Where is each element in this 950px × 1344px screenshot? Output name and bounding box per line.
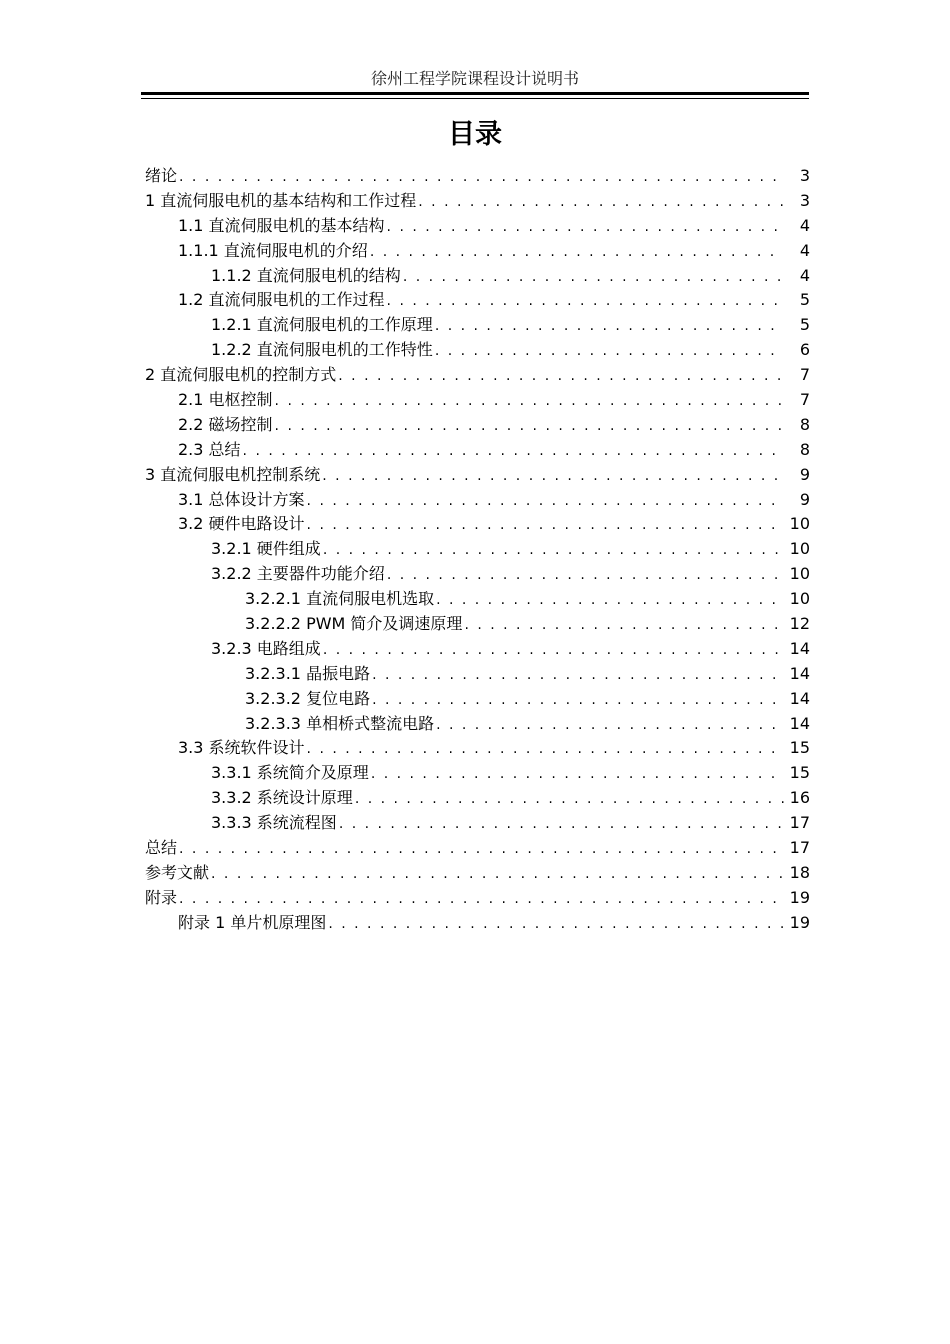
toc-entry-page-number: 6: [799, 340, 810, 360]
toc-dot-leader: [179, 165, 784, 190]
table-of-contents: [145, 164, 810, 936]
toc-entry-page-number: 15: [789, 738, 810, 758]
toc-entry-label: 3.2.2.1 直流伺服电机选取: [245, 589, 435, 609]
toc-dot-leader: [339, 812, 784, 837]
toc-entry[interactable]: [145, 338, 810, 363]
toc-entry-page-number: 17: [789, 813, 810, 833]
toc-entry-label: 绪论: [145, 166, 178, 185]
toc-entry-page-number: 19: [789, 912, 810, 932]
toc-entry-page-number: 16: [789, 788, 810, 808]
toc-entry-label: 1.1.1 直流伺服电机的介绍: [178, 240, 368, 260]
toc-entry-page-number: 15: [789, 763, 810, 783]
toc-entry[interactable]: [145, 811, 810, 836]
toc-entry[interactable]: [145, 662, 810, 687]
toc-entry-page-number: 18: [789, 862, 810, 882]
toc-entry-page-number: 5: [799, 315, 810, 335]
toc-entry-label: 3.3.2 系统设计原理: [211, 788, 353, 808]
toc-entry-label: 3.2.2.2 PWM 简介及调速原理: [245, 614, 463, 634]
toc-entry-label: 附录 1 单片机原理图: [178, 912, 327, 932]
toc-dot-leader: [322, 464, 784, 489]
toc-entry-label: 1.1.2 直流伺服电机的结构: [211, 265, 401, 285]
toc-entry-label: 2.3 总结: [178, 439, 241, 459]
toc-entry-label: 3 直流伺服电机控制系统: [145, 464, 321, 484]
toc-title: 目录: [448, 119, 502, 150]
toc-entry[interactable]: [145, 736, 810, 761]
toc-entry-page-number: 4: [799, 215, 810, 235]
toc-dot-leader: [211, 862, 784, 887]
toc-entry[interactable]: [145, 637, 810, 662]
toc-entry-page-number: 14: [789, 688, 810, 708]
toc-entry-page-number: 3: [799, 190, 810, 210]
toc-entry-label: 3.1 总体设计方案: [178, 489, 305, 509]
toc-entry[interactable]: [145, 911, 810, 936]
toc-dot-leader: [435, 314, 784, 339]
toc-entry[interactable]: [145, 164, 810, 189]
toc-entry[interactable]: [145, 836, 810, 861]
toc-entry-page-number: 8: [799, 414, 810, 434]
toc-dot-leader: [307, 489, 784, 514]
toc-entry-label: 附录: [145, 887, 178, 907]
toc-entry[interactable]: [145, 712, 810, 737]
toc-entry-label: 参考文献: [145, 862, 210, 882]
toc-dot-leader: [387, 563, 784, 588]
toc-entry-label: 3.3.3 系统流程图: [211, 813, 337, 833]
toc-dot-leader: [323, 638, 784, 663]
toc-entry[interactable]: [145, 463, 810, 488]
toc-entry-label: 1.2 直流伺服电机的工作过程: [178, 290, 385, 310]
toc-dot-leader: [328, 912, 784, 937]
toc-entry-page-number: 17: [789, 838, 810, 858]
toc-entry-label: 2.2 磁场控制: [178, 414, 273, 434]
toc-entry[interactable]: [145, 562, 810, 587]
toc-entry[interactable]: [145, 363, 810, 388]
toc-entry-page-number: 9: [799, 489, 810, 509]
toc-dot-leader: [403, 265, 784, 290]
toc-entry-page-number: 4: [799, 240, 810, 260]
toc-entry[interactable]: [145, 388, 810, 413]
toc-entry-page-number: 14: [789, 663, 810, 683]
toc-entry[interactable]: [145, 687, 810, 712]
toc-entry-label: 3.3 系统软件设计: [178, 738, 305, 758]
toc-entry-label: 1.1 直流伺服电机的基本结构: [178, 215, 385, 235]
toc-entry[interactable]: [145, 239, 810, 264]
toc-entry-page-number: 14: [789, 638, 810, 658]
toc-entry[interactable]: [145, 288, 810, 313]
toc-entry[interactable]: [145, 886, 810, 911]
toc-entry-label: 3.3.1 系统简介及原理: [211, 763, 369, 783]
toc-dot-leader: [323, 538, 784, 563]
toc-entry[interactable]: [145, 587, 810, 612]
toc-entry-label: 2 直流伺服电机的控制方式: [145, 365, 337, 385]
toc-entry-label: 3.2.3.1 晶振电路: [245, 663, 371, 683]
toc-dot-leader: [372, 688, 784, 713]
toc-entry-page-number: 7: [799, 390, 810, 410]
toc-dot-leader: [179, 837, 784, 862]
toc-entry-page-number: 19: [789, 887, 810, 907]
header-title: 徐州工程学院课程设计说明书: [370, 69, 579, 88]
toc-dot-leader: [307, 513, 784, 538]
toc-dot-leader: [371, 762, 784, 787]
toc-dot-leader: [436, 588, 784, 613]
toc-entry[interactable]: [145, 189, 810, 214]
toc-entry[interactable]: [145, 612, 810, 637]
toc-entry-page-number: 10: [789, 564, 810, 584]
toc-dot-leader: [355, 787, 784, 812]
toc-dot-leader: [435, 339, 784, 364]
toc-entry[interactable]: [145, 264, 810, 289]
toc-dot-leader: [464, 613, 784, 638]
toc-entry-label: 1.2.2 直流伺服电机的工作特性: [211, 340, 433, 360]
toc-entry-label: 3.2.3 电路组成: [211, 638, 321, 658]
toc-entry[interactable]: [145, 861, 810, 886]
toc-dot-leader: [338, 364, 784, 389]
toc-entry-label: 2.1 电枢控制: [178, 390, 273, 410]
toc-entry-label: 3.2.3.2 复位电路: [245, 688, 371, 708]
toc-dot-leader: [436, 713, 784, 738]
toc-entry-page-number: 7: [799, 365, 810, 385]
toc-entry[interactable]: [145, 438, 810, 463]
toc-entry-page-number: 12: [789, 614, 810, 634]
toc-entry[interactable]: [145, 761, 810, 786]
toc-entry[interactable]: [145, 313, 810, 338]
toc-entry[interactable]: [145, 786, 810, 811]
toc-entry-label: 3.2.1 硬件组成: [211, 539, 321, 559]
toc-dot-leader: [418, 190, 784, 215]
toc-entry-page-number: 10: [789, 514, 810, 534]
toc-entry-label: 总结: [145, 838, 178, 858]
toc-entry-label: 1.2.1 直流伺服电机的工作原理: [211, 315, 433, 335]
toc-entry-label: 3.2.3.3 单相桥式整流电路: [245, 713, 435, 733]
toc-entry[interactable]: [145, 488, 810, 513]
toc-entry[interactable]: [145, 537, 810, 562]
toc-entry-page-number: 8: [799, 439, 810, 459]
toc-entry-label: 3.2 硬件电路设计: [178, 514, 305, 534]
toc-entry-page-number: 14: [789, 713, 810, 733]
toc-dot-leader: [370, 240, 784, 265]
toc-dot-leader: [372, 663, 784, 688]
toc-entry-page-number: 5: [799, 290, 810, 310]
toc-entry[interactable]: [145, 512, 810, 537]
toc-entry-label: 3.2.2 主要器件功能介绍: [211, 564, 385, 584]
header-rule-thin: [141, 98, 809, 99]
header-rule-thick: [141, 92, 809, 95]
toc-entry-page-number: 9: [799, 464, 810, 484]
toc-entry[interactable]: [145, 214, 810, 239]
toc-entry-page-number: 4: [799, 265, 810, 285]
toc-dot-leader: [243, 439, 784, 464]
toc-dot-leader: [275, 389, 784, 414]
toc-entry-page-number: 10: [789, 589, 810, 609]
toc-entry-page-number: 10: [789, 539, 810, 559]
toc-dot-leader: [387, 289, 784, 314]
toc-entry-page-number: 3: [799, 166, 810, 185]
toc-entry-label: 1 直流伺服电机的基本结构和工作过程: [145, 190, 417, 210]
toc-dot-leader: [179, 887, 784, 912]
toc-dot-leader: [387, 215, 784, 240]
toc-dot-leader: [307, 737, 784, 762]
toc-dot-leader: [275, 414, 784, 439]
toc-entry[interactable]: [145, 413, 810, 438]
